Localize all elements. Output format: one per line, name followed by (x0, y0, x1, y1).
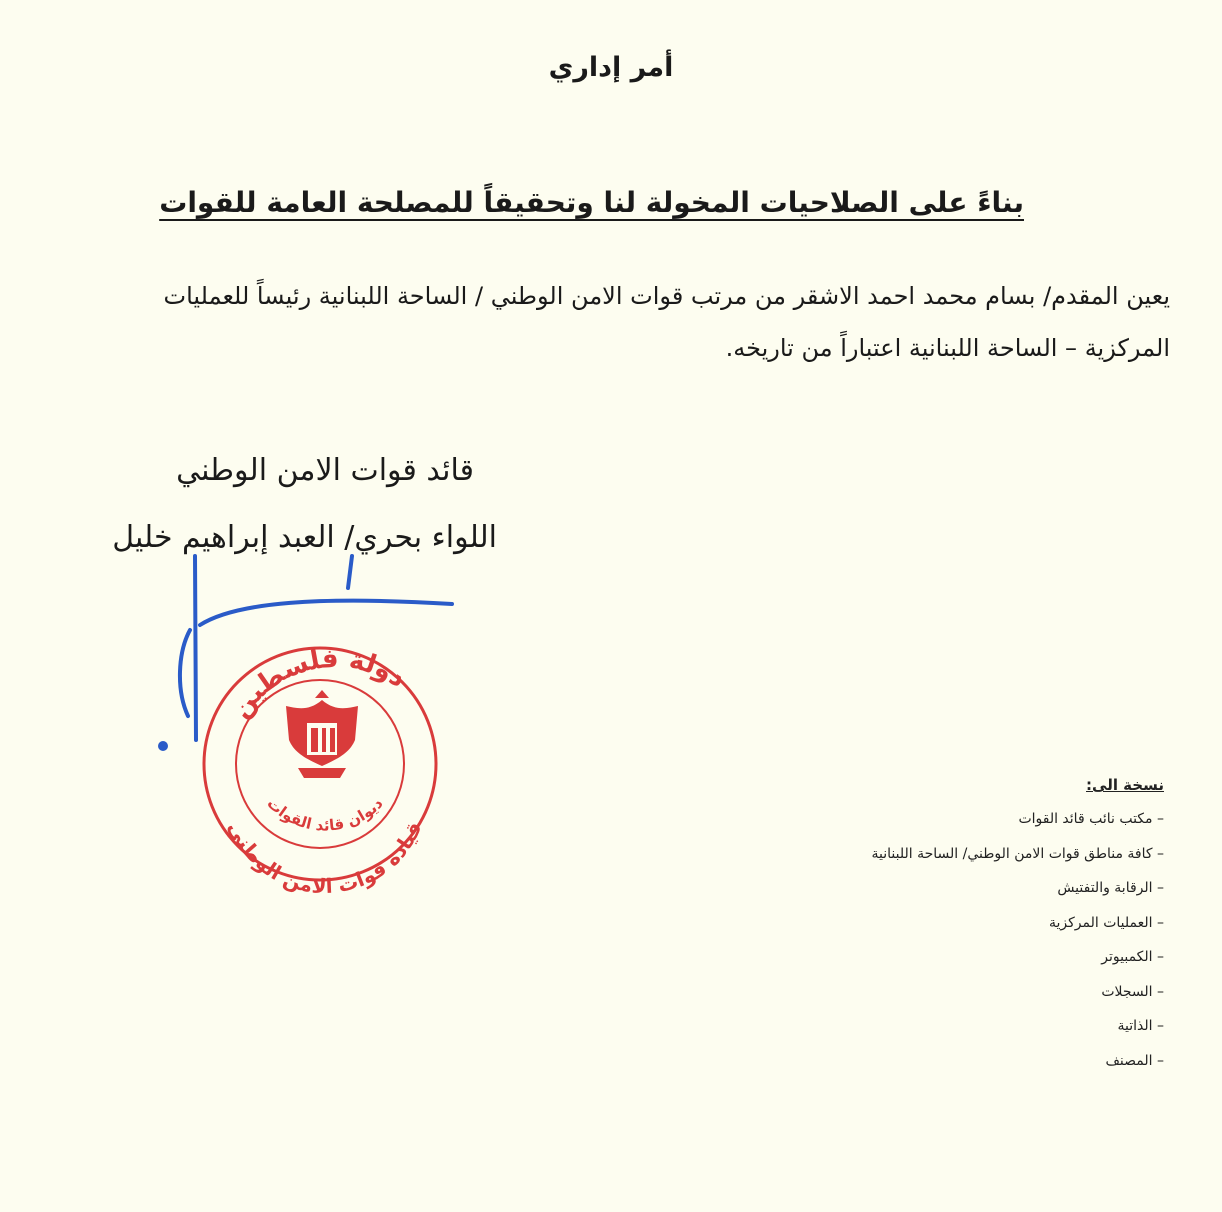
stamp-inner-text: ديوان قائد القوات (263, 794, 387, 835)
copies-heading: نسخة الى: (1086, 776, 1164, 794)
document-subject: بناءً على الصلاحيات المخولة لنا وتحقيقاً للمصلحة العامة للقوات (159, 186, 1024, 219)
copy-recipient: – الرقابة والتفتيش (1057, 880, 1164, 896)
copy-recipient: – المصنف (1105, 1052, 1164, 1069)
copy-recipient: – السجلات (1101, 983, 1164, 1000)
document-title: أمر إداري (548, 52, 674, 83)
copy-recipient: – الكمبيوتر (1101, 949, 1164, 965)
stamp-outer-ring (204, 648, 436, 880)
handwritten-signature (160, 556, 452, 749)
stamp-outer-text: دولة فلسطين (225, 643, 412, 724)
eagle-emblem-icon (286, 690, 358, 778)
stamp-inner-ring (236, 680, 404, 848)
official-stamp (204, 644, 436, 898)
copy-recipient: – مكتب نائب قائد القوات (1018, 811, 1164, 827)
copies-section (872, 776, 1164, 1084)
copy-recipient: – كافة مناطق قوات الامن الوطني/ الساحة اللبنانية (871, 845, 1164, 862)
signer-name: اللواء بحري/ العبد إبراهيم خليل (112, 520, 497, 555)
copy-recipient: – العمليات المركزية (1049, 914, 1164, 931)
document-body: يعين المقدم/ بسام محمد احمد الاشقر من مرتب قوات الامن الوطني / الساحة اللبنانية رئيساً للعمليات المركزية – الساحة اللبنانية اعتباراً من تاريخه. (163, 282, 1170, 362)
signer-title: قائد قوات الامن الوطني (176, 453, 474, 488)
copies-list (872, 808, 1164, 1084)
copy-recipient: – الذاتية (1117, 1018, 1164, 1034)
stamp-bottom-text: قيادة قوات الامن الوطني (223, 817, 427, 899)
